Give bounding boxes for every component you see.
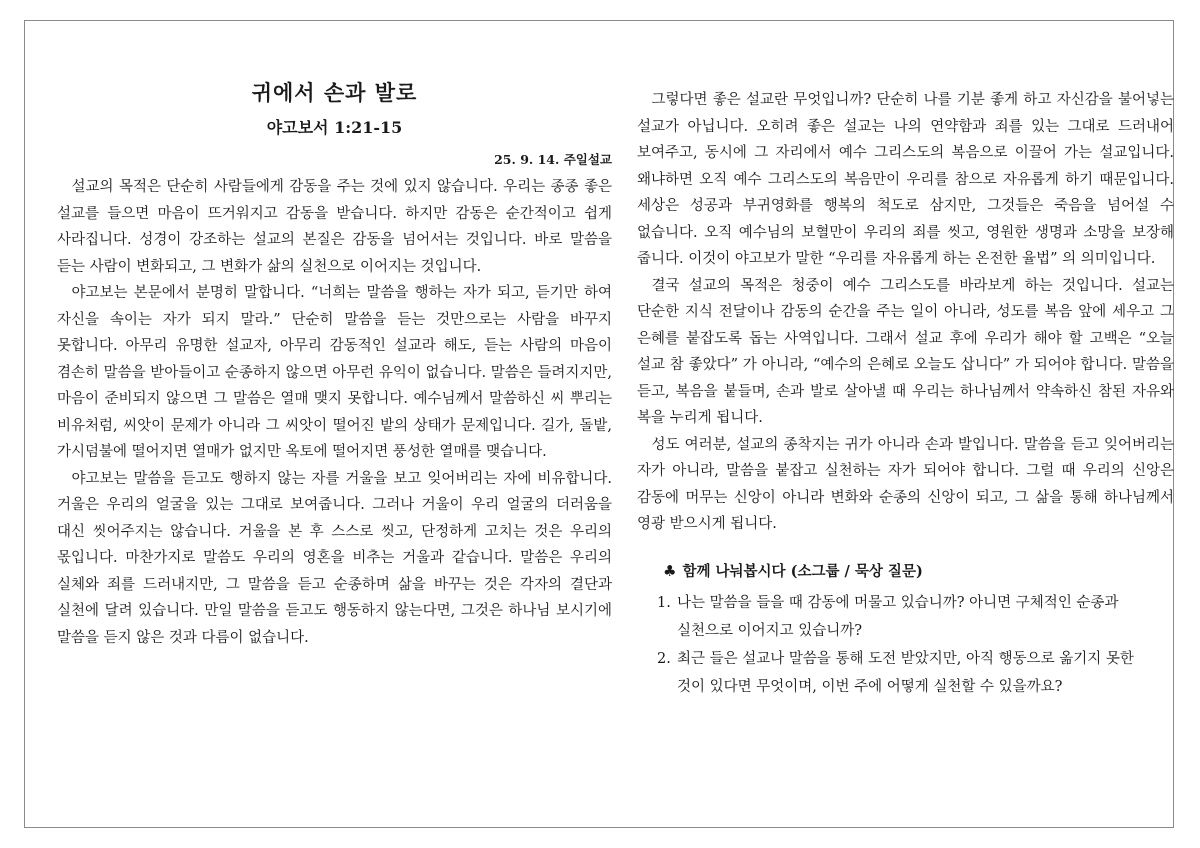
question-number: 1. xyxy=(657,594,671,611)
paragraph: 야고보는 본문에서 분명히 말합니다. “너희는 말씀을 행하는 자가 되고, 듣기만 하여 자신을 속이는 자가 되지 말라.” 단순히 말씀을 듣는 것만으로는 사람을 바꾸지 못합니다. 아무리 유명한 설교자, 아무리 감동적인 설교라 해도, 듣는 사람의 마음이 겸손히 말씀을 받아들이고 순종하지 않으면 아무런 유익이 없습니다. 말씀은 들려지지만, 마음이 준비되지 않으면 그 말씀은 열매 맺지 못합니다. 예수님께서 말씀하신 씨 뿌리는 비유처럼, 씨앗이 문제가 아니라 그 씨앗이 떨어진 밭의 상태가 문제입니다. 길가, 돌밭, 가시덤불에 떨어지면 열매가 없지만 옥토에 떨어지면 풍성한 열매를 맺습니다. xyxy=(57,285,612,460)
scripture-reference: 야고보서 1:21-15 xyxy=(266,118,403,137)
paragraph: 야고보는 말씀을 듣고도 행하지 않는 자를 거울을 보고 잊어버리는 자에 비유합니다. 거울은 우리의 얼굴을 있는 그대로 보여줍니다. 그러나 거울이 우리 얼굴의 더러움을 대신 씻어주지는 않습니다. 거울을 본 후 스스로 씻고, 단정하게 고치는 것은 우리의 몫입니다. 마찬가지로 말씀도 우리의 영혼을 비추는 거울과 같습니다. 말씀은 우리의 실체와 죄를 드러내지만, 그 말씀을 듣고 순종하며 삶을 바꾸는 것은 각자의 결단과 실천에 달려 있습니다. 만일 말씀을 듣고도 행동하지 않는다면, 그것은 하나님 보시기에 말씀을 듣지 않은 것과 다름이 없습니다. xyxy=(57,470,612,646)
question-item xyxy=(657,645,1174,701)
question-list xyxy=(637,589,1174,701)
paragraph: 성도 여러분, 설교의 종착지는 귀가 아니라 손과 발입니다. 말씀을 듣고 잊어버리는 자가 아니라, 말씀을 붙잡고 실천하는 자가 되어야 합니다. 그럴 때 우리의 신앙은 감동에 머무는 신앙이 아니라 변화와 순종의 신앙이 되고, 그 삶을 통해 하나님께서 영광 받으시게 됩니다. xyxy=(637,436,1174,532)
question-text: 최근 들은 설교나 말씀을 통해 도전 받았지만, 아직 행동으로 옮기지 못한 것이 있다면 무엇이며, 이번 주에 어떻게 실천할 수 있을까요? xyxy=(677,650,1134,695)
sermon-title: 귀에서 손과 발로 xyxy=(251,80,418,105)
question-text: 나는 말씀을 들을 때 감동에 머물고 있습니까? 아니면 구체적인 순종과 실천으로 이어지고 있습니까? xyxy=(677,594,1119,639)
right-column xyxy=(637,87,1174,701)
question-number: 2. xyxy=(657,650,671,667)
sermon-date: 25. 9. 14. 주일설교 xyxy=(494,152,612,167)
paragraph: 결국 설교의 목적은 청중이 예수 그리스도를 바라보게 하는 것입니다. 설교는 단순한 지식 전달이나 감동의 순간을 주는 일이 아니라, 성도를 복음 앞에 세우고 그 은혜를 붙잡도록 돕는 사역입니다. 그래서 설교 후에 우리가 해야 할 고백은 “오늘 설교 참 좋았다” 가 아니라, “예수의 은혜로 오늘도 삽니다” 가 되어야 합니다. 말씀을 듣고, 복음을 붙들며, 손과 발로 살아낼 때 우리는 하나님께서 약속하신 참된 자유와 복을 누리게 됩니다. xyxy=(637,277,1174,426)
club-icon: ♣ xyxy=(663,561,677,580)
page-frame xyxy=(24,20,1174,828)
share-heading xyxy=(663,558,1174,585)
share-heading-text: 함께 나눠봅시다 (소그룹 / 묵상 질문) xyxy=(682,562,923,580)
paragraph: 그렇다면 좋은 설교란 무엇입니까? 단순히 나를 기분 좋게 하고 자신감을 불어넣는 설교가 아닙니다. 오히려 좋은 설교는 나의 연약함과 죄를 있는 그대로 드러내어 보여주고, 동시에 그 자리에서 예수 그리스도의 복음으로 이끌어 가는 설교입니다. 왜냐하면 오직 예수 그리스도의 복음만이 우리를 참으로 자유롭게 하기 때문입니다. 세상은 성공과 부귀영화를 행복의 척도로 삼지만, 그것들은 죽음을 넘어설 수 없습니다. 오직 예수님의 보혈만이 우리의 죄를 씻고, 영원한 생명과 소망을 보장해 줍니다. 이것이 야고보가 말한 “우리를 자유롭게 하는 온전한 율법” 의 의미입니다. xyxy=(637,92,1174,267)
left-column xyxy=(57,21,612,651)
paragraph: 설교의 목적은 단순히 사람들에게 감동을 주는 것에 있지 않습니다. 우리는 종종 좋은 설교를 들으면 마음이 뜨거워지고 감동을 받습니다. 하지만 감동은 순간적이고 쉽게 사라집니다. 성경이 강조하는 설교의 본질은 감동을 넘어서는 것입니다. 바로 말씀을 듣는 사람이 변화되고, 그 변화가 삶의 실천으로 이어지는 것입니다. xyxy=(57,179,612,275)
question-item xyxy=(657,589,1174,645)
